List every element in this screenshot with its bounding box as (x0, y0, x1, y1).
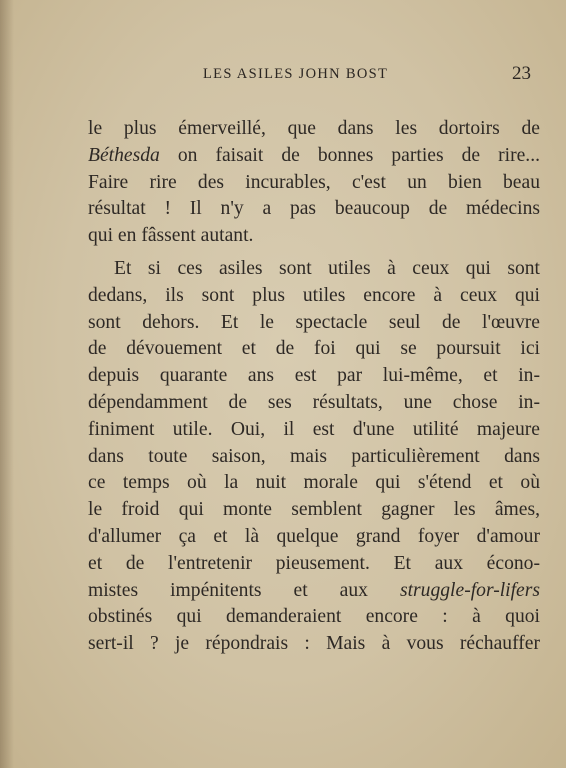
text-line: le plus émerveillé, que dans les dortoirs de (88, 118, 540, 139)
text-line: Et si ces asiles sont utiles à ceux qui sont (114, 257, 540, 279)
text-line: et de l'entretenir pieusement. Et aux écono- (88, 552, 540, 574)
text-line: dedans, ils sont plus utiles encore à ceux qui (88, 284, 540, 306)
text-line: résultat ! Il n'y a pas beaucoup de médecins (88, 198, 540, 220)
text-line: dans toute saison, mais particulièrement dans (88, 445, 540, 467)
body-text (88, 116, 540, 658)
page-header (0, 63, 566, 87)
text-line: qui en fâssent autant. (88, 225, 254, 247)
text-line: de dévouement et de foi qui se poursuit ici (88, 338, 540, 360)
text-line: ce temps où la nuit morale qui s'étend et où (88, 472, 540, 494)
text-line (88, 143, 540, 170)
page-gutter-shadow (0, 0, 14, 768)
text-line-rest: on faisait de bonnes parties de rire... (159, 144, 540, 166)
italic-place-name: Béthesda (88, 144, 160, 166)
text-line-start: mistes impénitents et aux (88, 579, 400, 601)
text-line: sert-il ? je répondrais : Mais à vous réchauffer (88, 633, 540, 655)
italic-phrase: struggle-for-lifers (399, 579, 540, 601)
paragraph-1 (88, 116, 540, 250)
text-line: le froid qui monte semblent gagner les âmes, (88, 499, 540, 521)
page-number: 23 (512, 63, 531, 84)
text-line: finiment utile. Oui, il est d'une utilité majeure (88, 418, 540, 440)
text-line (88, 578, 540, 605)
text-line: d'allumer ça et là quelque grand foyer d'amour (88, 525, 540, 547)
text-line: dépendamment de ses résultats, une chose in- (88, 391, 540, 413)
text-line: depuis quarante ans est par lui-même, et in- (88, 365, 540, 387)
text-line: sont dehors. Et le spectacle seul de l'œuvre (88, 311, 540, 333)
text-line: obstinés qui demanderaient encore : à quoi (88, 606, 540, 628)
paragraph-2 (88, 256, 540, 658)
text-line: Faire rire des incurables, c'est un bien beau (88, 171, 540, 193)
running-head: LES ASILES JOHN BOST (203, 66, 389, 82)
